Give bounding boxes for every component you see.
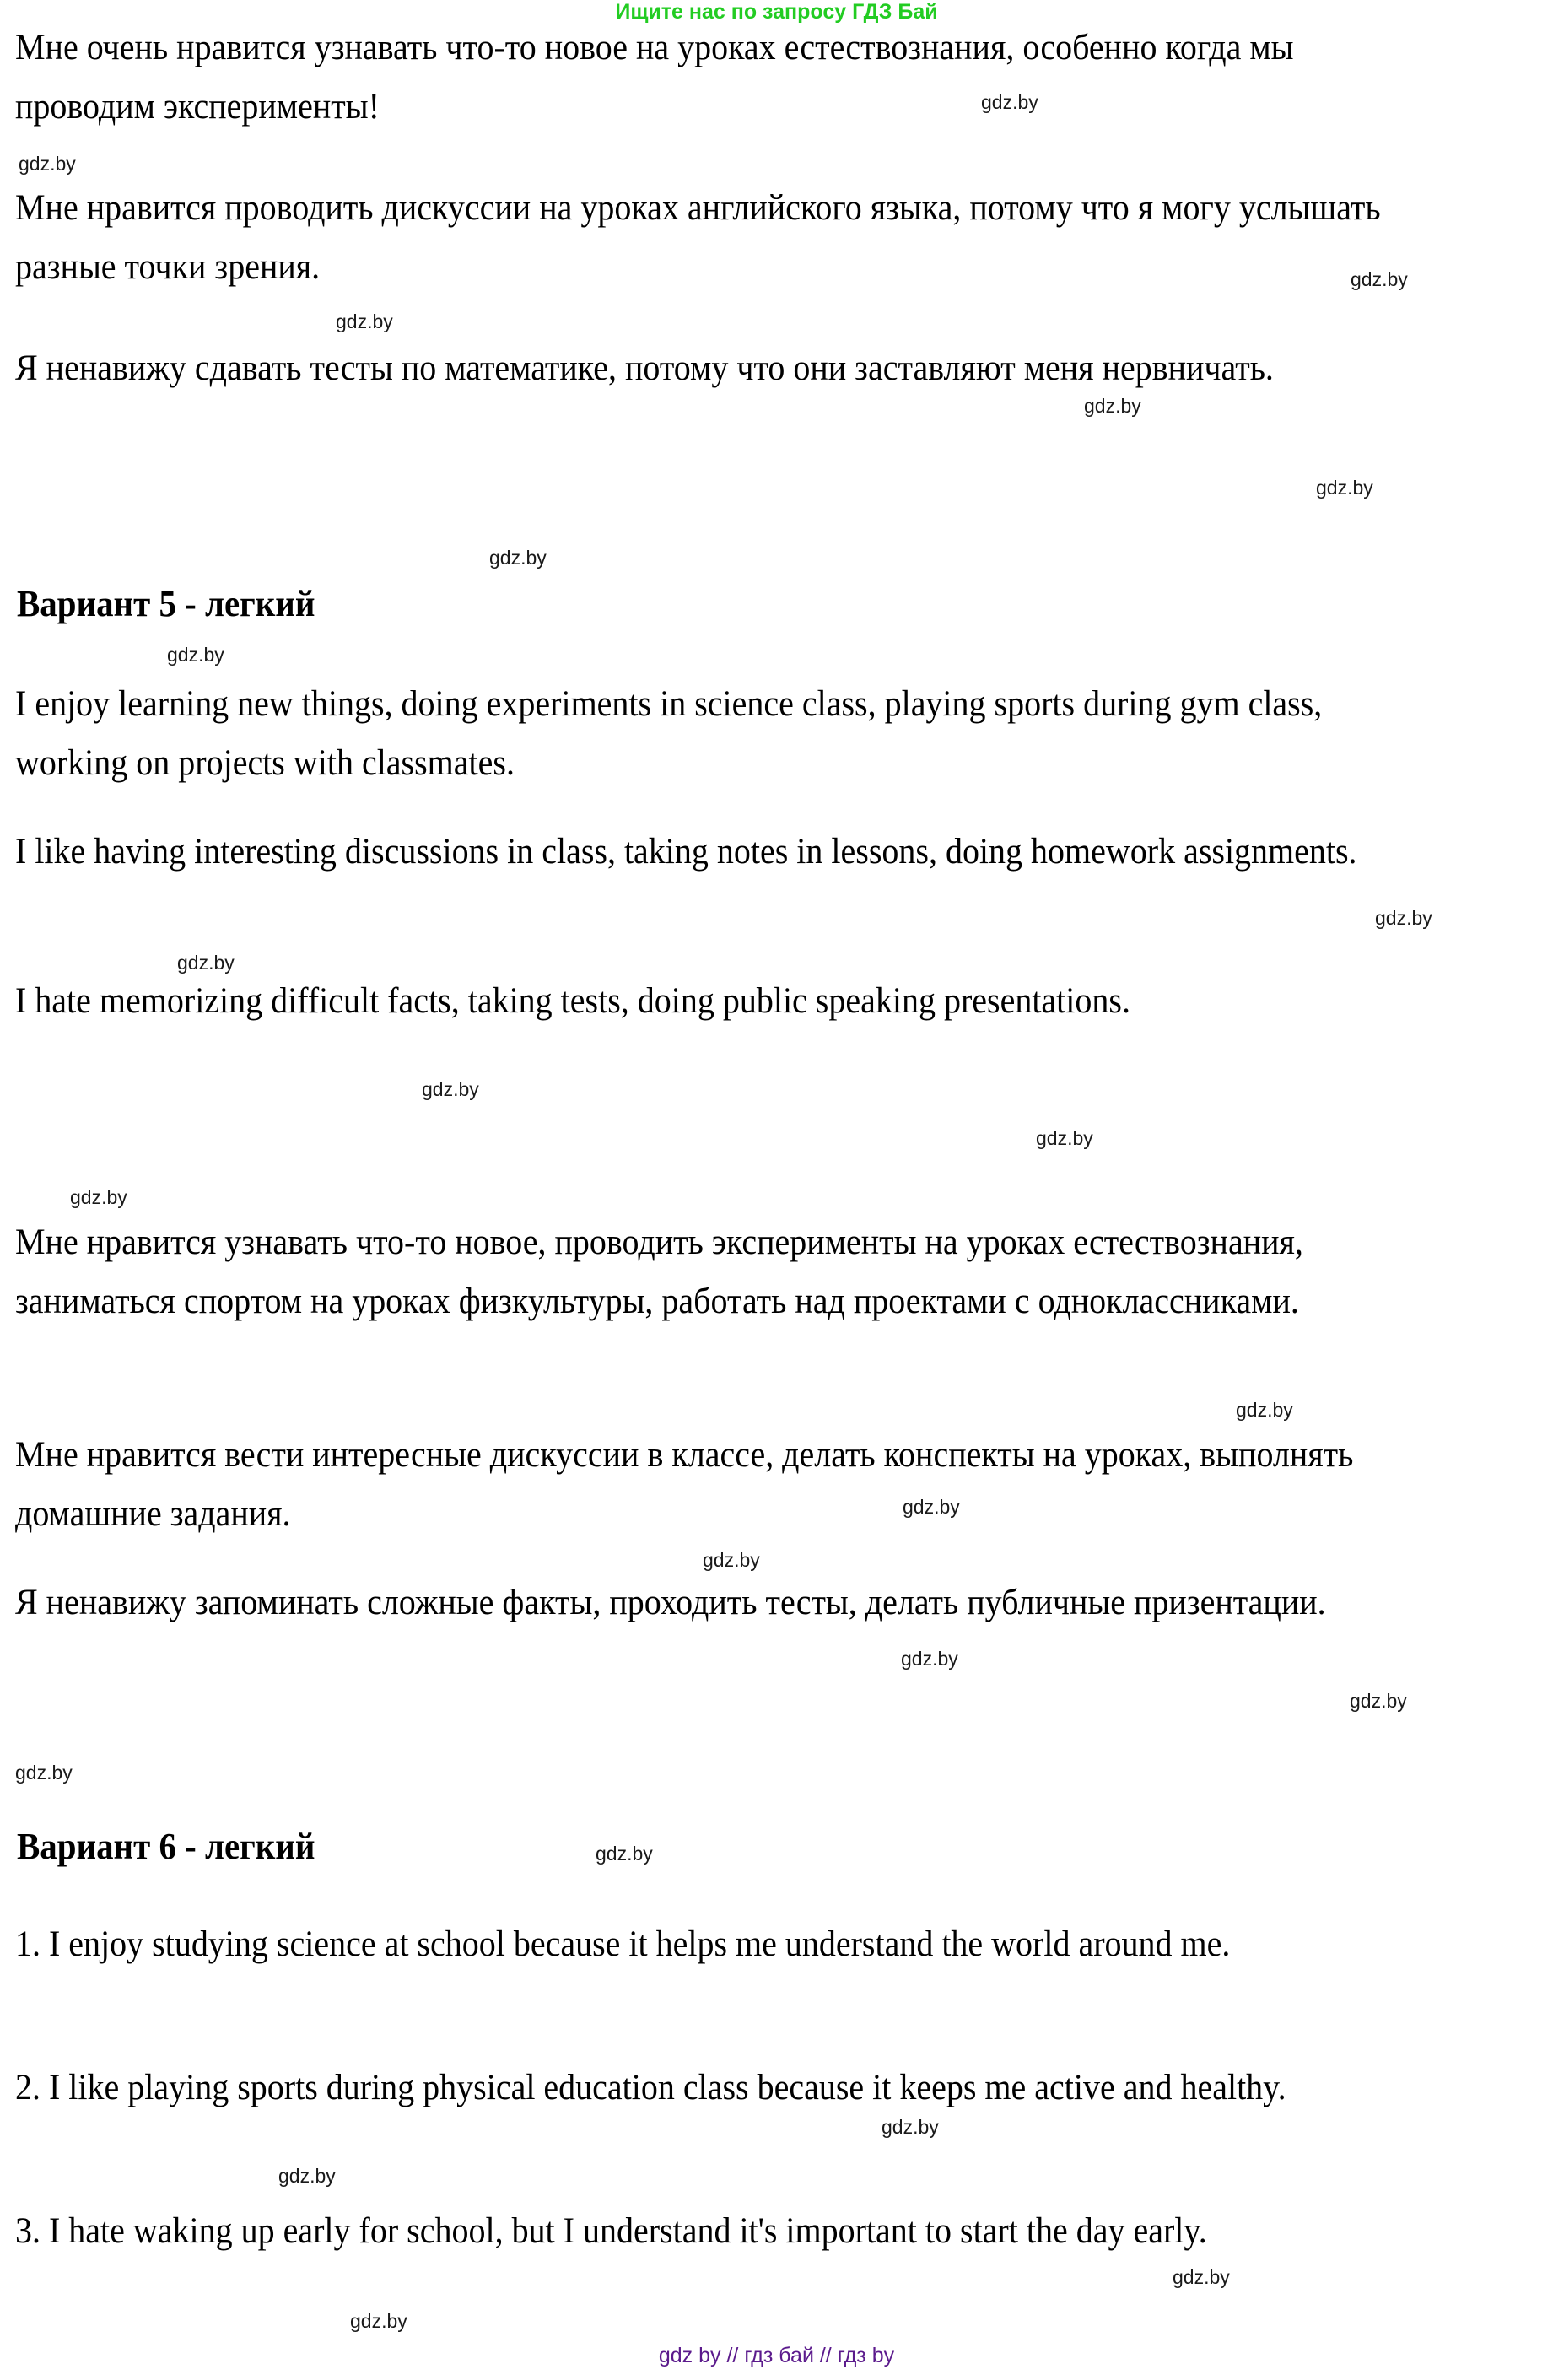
paragraph-ru-intro-2: Мне нравится проводить дискуссии на уроках английского языка, потому что я могу услышать разные точки зрения. <box>15 188 1389 287</box>
heading-variant-5: Вариант 5 - легкий <box>17 583 315 624</box>
watermark: gdz.by <box>70 1186 127 1208</box>
watermark: gdz.by <box>336 310 393 332</box>
watermark: gdz.by <box>903 1496 960 1518</box>
watermark: gdz.by <box>167 644 224 666</box>
heading-variant-6: Вариант 6 - легкий <box>17 1826 315 1867</box>
watermark: gdz.by <box>15 1762 73 1784</box>
watermark: gdz.by <box>1350 1690 1407 1712</box>
paragraph-en-v6-3: 3. I hate waking up early for school, but I understand it's important to start the day early. <box>15 2211 1207 2251</box>
watermark: gdz.by <box>1084 395 1141 417</box>
paragraph-ru-v5-2: Мне нравится вести интересные дискуссии в классе, делать конспекты на уроках, выполнять домашние задания. <box>15 1435 1362 1534</box>
watermark: gdz.by <box>882 2116 939 2138</box>
watermark: gdz.by <box>1375 907 1432 929</box>
paragraph-en-v6-1: 1. I enjoy studying science at school because it helps me understand the world around me. <box>15 1924 1231 1964</box>
footer-site-links[interactable]: gdz by // гдз бай // гдз by <box>658 2344 895 2367</box>
paragraph-en-v5-2: I like having interesting discussions in class, taking notes in lessons, doing homework assignments. <box>15 832 1357 872</box>
watermark: gdz.by <box>703 1549 760 1571</box>
watermark: gdz.by <box>1236 1399 1293 1421</box>
watermark: gdz.by <box>177 952 235 974</box>
watermark: gdz.by <box>596 1843 653 1865</box>
watermark: gdz.by <box>1351 268 1408 290</box>
paragraph-ru-v5-3: Я ненавижу запоминать сложные факты, проходить тесты, делать публичные призентации. <box>15 1583 1326 1622</box>
paragraph-en-v6-2: 2. I like playing sports during physical education class because it keeps me active and healthy. <box>15 2068 1286 2107</box>
watermark: gdz.by <box>422 1078 479 1100</box>
watermark: gdz.by <box>981 91 1038 113</box>
watermark: gdz.by <box>901 1648 958 1670</box>
paragraph-en-v5-3: I hate memorizing difficult facts, taking tests, doing public speaking presentations. <box>15 981 1130 1021</box>
paragraph-en-v5-1: I enjoy learning new things, doing experiments in science class, playing sports during gym class, working on projects with classmates. <box>15 684 1331 783</box>
watermark: gdz.by <box>1316 477 1373 499</box>
watermark: gdz.by <box>278 2165 336 2187</box>
paragraph-ru-v5-1: Мне нравится узнавать что-то новое, проводить эксперименты на уроках естествознания, заниматься спортом на уроках физкультуры, работать над проектами с одноклассниками. <box>15 1222 1312 1321</box>
watermark: gdz.by <box>19 153 76 175</box>
watermark: gdz.by <box>1036 1127 1093 1149</box>
watermark: gdz.by <box>1173 2266 1230 2288</box>
paragraph-ru-intro-3: Я ненавижу сдавать тесты по математике, потому что они заставляют меня нервничать. <box>15 348 1274 388</box>
paragraph-ru-intro-1: Мне очень нравится узнавать что-то новое на уроках естествознания, особенно когда мы проводим эксперименты! <box>15 28 1302 127</box>
watermark: gdz.by <box>350 2310 407 2332</box>
watermark: gdz.by <box>489 547 547 569</box>
promo-banner: Ищите нас по запросу ГДЗ Бай <box>615 0 938 24</box>
